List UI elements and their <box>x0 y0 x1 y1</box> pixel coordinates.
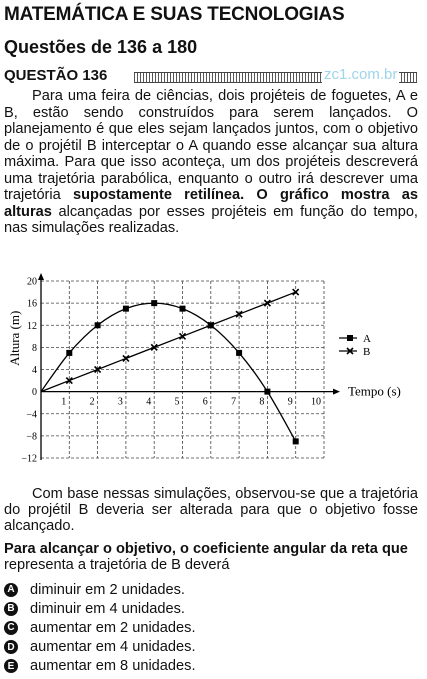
questions-range-subtitle: Questões de 136 a 180 <box>4 37 198 57</box>
x-axis-label: Tempo (s) <box>348 383 401 399</box>
x-tick-label: 3 <box>117 396 123 408</box>
data-point-b <box>293 289 299 295</box>
y-tick-label: −4 <box>26 409 37 421</box>
y-axis-label: Altura (m) <box>7 310 22 366</box>
option-b[interactable] <box>4 599 418 618</box>
data-point-a <box>66 350 72 356</box>
option-letter-d: D <box>4 640 18 654</box>
y-tick-label: 12 <box>27 320 37 332</box>
data-point-a <box>95 322 101 328</box>
x-tick-label: 1 <box>61 396 67 408</box>
option-text-e: aumentar em 8 unidades. <box>30 658 196 675</box>
data-point-a <box>180 306 186 312</box>
option-d[interactable] <box>4 638 418 657</box>
y-tick-label: 0 <box>32 387 37 399</box>
chart-series <box>41 289 299 444</box>
y-tick-label: −8 <box>26 431 37 443</box>
x-axis-arrow <box>333 389 340 395</box>
stem-text-bold: supostamente retilínea. O gráfico mostra as alturas <box>4 187 418 220</box>
stem-text-1: Para uma feira de ciências, dois projéteis de foguetes, A e B, estão sendo construídos para serem lançados. O planejamento é que eles sejam lançados juntos, com o objetivo de o projétil B interceptar o A quando esse alcançar sua altura máxima. Para que isso aconteça, um dos projéteis descreverá uma trajetória parabólica, enquanto o outro irá descrever uma trajetória <box>4 88 418 203</box>
series-line-a <box>41 303 296 441</box>
data-point-a <box>236 350 242 356</box>
data-point-a <box>264 389 270 395</box>
x-tick-label: 10 <box>311 396 321 408</box>
x-tick-label: 8 <box>259 396 265 408</box>
y-tick-label: 20 <box>27 276 37 288</box>
option-letter-a: A <box>4 583 18 597</box>
command-bold: Para alcançar o objetivo, o coeficiente angular da reta que <box>4 541 408 557</box>
question-label: QUESTÃO 136 <box>4 67 108 84</box>
option-text-a: diminuir em 2 unidades. <box>30 581 185 598</box>
option-text-d: aumentar em 4 unidades. <box>30 639 196 656</box>
question-stem <box>4 88 418 237</box>
y-tick-label: 16 <box>27 298 37 310</box>
legend-label-b: B <box>363 346 371 358</box>
legend-marker-a <box>347 335 353 341</box>
chart-axes <box>38 273 340 460</box>
legend-label-a: A <box>363 333 371 345</box>
option-letter-e: E <box>4 659 18 673</box>
question-header <box>4 67 422 85</box>
chart-legend <box>339 333 371 358</box>
option-letter-c: C <box>4 621 18 635</box>
x-tick-label: 4 <box>146 396 152 408</box>
option-letter-b: B <box>4 602 18 616</box>
y-tick-label: 8 <box>32 342 37 354</box>
section-title: MATEMÁTICA E SUAS TECNOLOGIAS <box>4 4 345 25</box>
option-e[interactable] <box>4 657 418 676</box>
x-tick-label: 9 <box>287 396 293 408</box>
y-tick-label: −12 <box>21 453 37 465</box>
option-c[interactable] <box>4 618 418 637</box>
height-time-chart <box>4 270 420 470</box>
y-axis-arrow <box>38 273 44 280</box>
analysis-text: Com base nessas simulações, observou-se que a trajetória do projétil B deveria ser alterada para que o objetivo fosse alcançado. <box>4 486 418 534</box>
command-rest: representa a trajetória de B deverá <box>4 557 230 573</box>
data-point-a <box>293 438 299 444</box>
data-point-a <box>123 306 129 312</box>
question-command <box>4 541 418 573</box>
x-tick-label: 5 <box>174 396 180 408</box>
option-text-b: diminuir em 4 unidades. <box>30 600 185 617</box>
watermark: zc1.com.br <box>324 66 398 83</box>
x-tick-label: 6 <box>202 396 208 408</box>
answer-options <box>4 580 418 676</box>
y-tick-label: 4 <box>32 365 37 376</box>
data-point-a <box>151 300 157 306</box>
x-tick-label: 7 <box>231 396 237 408</box>
stem-text-2: alcançadas por esses projéteis em função do tempo, nas simulações realizadas. <box>4 203 418 236</box>
option-a[interactable] <box>4 580 418 599</box>
x-tick-label: 2 <box>89 396 95 408</box>
option-text-c: aumentar em 2 unidades. <box>30 619 196 636</box>
